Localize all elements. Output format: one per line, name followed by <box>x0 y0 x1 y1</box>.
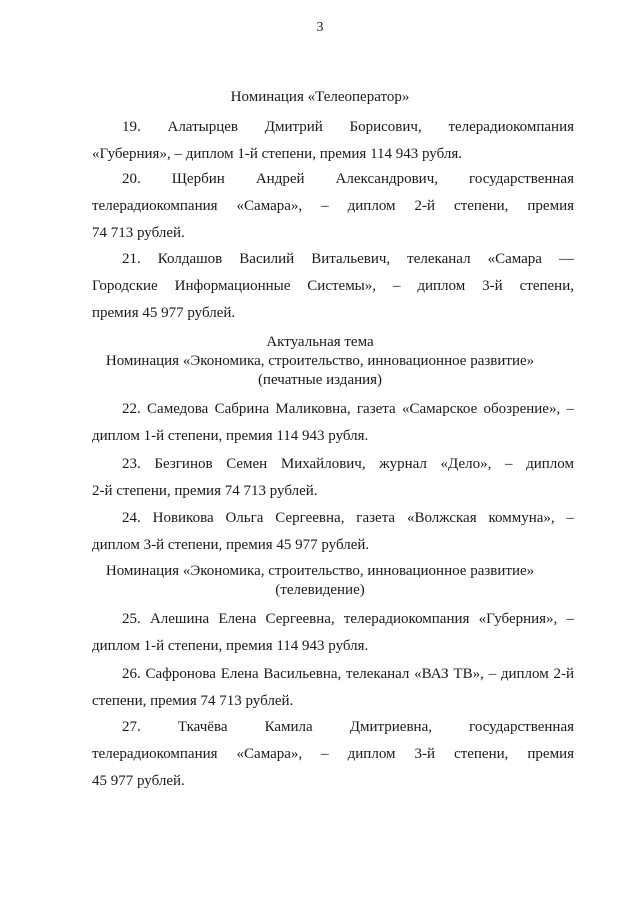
award-entry <box>92 661 574 715</box>
entry-line: 25. Алешина Елена Сергеевна, телерадиокомпания «Губерния», – <box>122 611 574 627</box>
heading-line: Актуальная тема <box>266 334 374 350</box>
section-heading <box>0 562 640 600</box>
entry-line: 23. Безгинов Семен Михайлович, журнал «Дело», – диплом <box>122 456 574 472</box>
section-heading <box>0 333 640 390</box>
entry-line: диплом 3-й степени, премия 45 977 рублей. <box>92 537 370 553</box>
entry-line: телерадиокомпания «Самара», – диплом 2-й степени, премия <box>92 198 574 214</box>
award-entry <box>92 451 574 505</box>
entry-line: Городские Информационные Системы», – диплом 3-й степени, <box>92 278 574 294</box>
heading-line: Номинация «Экономика, строительство, инновационное развитие» <box>105 563 535 579</box>
entry-line: степени, премия 74 713 рублей. <box>92 693 294 709</box>
entry-line: премия 45 977 рублей. <box>92 305 236 321</box>
entry-line: «Губерния», – диплом 1-й степени, премия 114 943 рубля. <box>92 146 463 162</box>
award-entry <box>92 606 574 660</box>
heading-line: Номинация «Телеоператор» <box>230 89 410 105</box>
entry-line: 24. Новикова Ольга Сергеевна, газета «Волжская коммуна», – <box>122 510 574 526</box>
entry-line: 20. Щербин Андрей Александрович, государственная <box>122 171 574 187</box>
entry-line: 21. Колдашов Василий Витальевич, телеканал «Самара — <box>122 251 574 267</box>
entry-line: 27. Ткачёва Камила Дмитриевна, государственная <box>122 719 574 735</box>
entry-line: 74 713 рублей. <box>92 225 185 241</box>
award-entry <box>92 246 574 327</box>
heading-line: (телевидение) <box>275 582 365 598</box>
award-entry <box>92 505 574 559</box>
award-entry <box>92 714 574 795</box>
heading-line: Номинация «Экономика, строительство, инновационное развитие» <box>105 353 535 369</box>
heading-line: (печатные издания) <box>257 372 383 388</box>
entry-line: диплом 1-й степени, премия 114 943 рубля. <box>92 638 369 654</box>
page-number: 3 <box>316 20 324 35</box>
entry-line: 19. Алатырцев Дмитрий Борисович, телерадиокомпания <box>122 119 574 135</box>
entry-line: 22. Самедова Сабрина Маликовна, газета «Самарское обозрение», – <box>122 401 574 417</box>
award-entry <box>92 114 574 168</box>
section-heading <box>0 88 640 107</box>
entry-line: телерадиокомпания «Самара», – диплом 3-й степени, премия <box>92 746 574 762</box>
award-entry <box>92 396 574 450</box>
entry-line: 26. Сафронова Елена Васильевна, телеканал «ВАЗ ТВ», – диплом 2-й <box>122 666 574 682</box>
entry-line: 45 977 рублей. <box>92 773 185 789</box>
entry-line: диплом 1-й степени, премия 114 943 рубля. <box>92 428 369 444</box>
award-entry <box>92 166 574 247</box>
entry-line: 2-й степени, премия 74 713 рублей. <box>92 483 318 499</box>
